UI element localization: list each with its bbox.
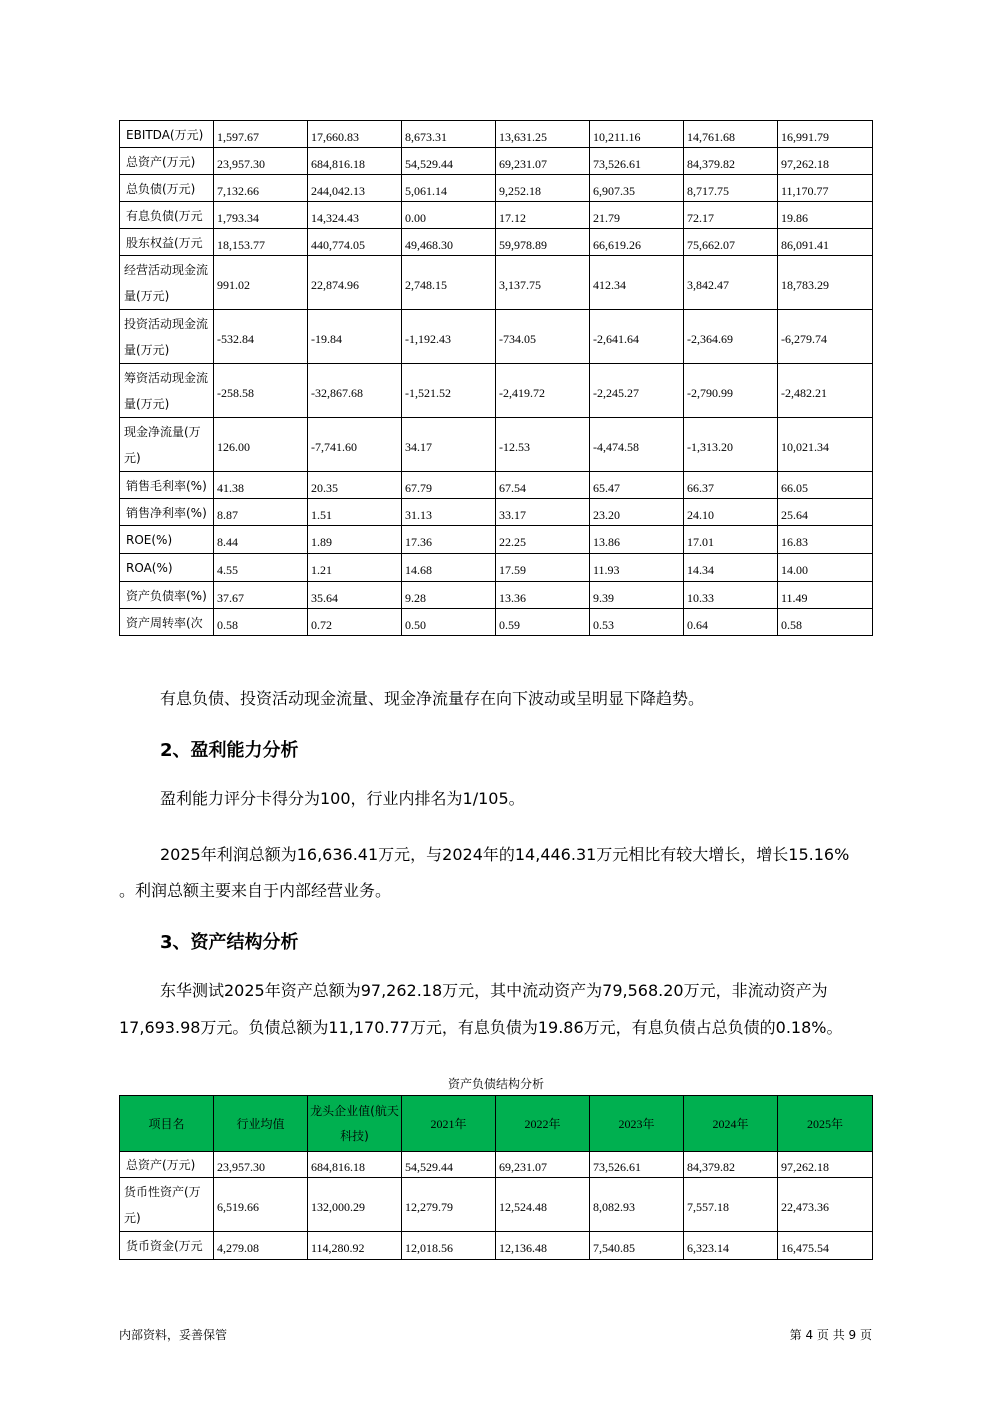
table-cell: 34.17 [402, 418, 496, 472]
table-cell: 4,279.08 [214, 1232, 308, 1260]
table-cell: 11.93 [590, 554, 684, 582]
table-cell: 1.51 [308, 499, 402, 526]
table-cell: -2,482.21 [778, 364, 873, 418]
row-label: ROE(%) [120, 526, 214, 554]
table-cell: 1,597.67 [214, 121, 308, 148]
paragraph-asset-total: 东华测试2025年资产总额为97,262.18万元，其中流动资产为79,568.20万元，非流动资产为 [160, 981, 828, 1000]
table-cell: -4,474.58 [590, 418, 684, 472]
table-cell: -2,364.69 [684, 310, 778, 364]
table-cell: 25.64 [778, 499, 873, 526]
table-cell: 66.37 [684, 472, 778, 499]
table-row [120, 229, 873, 256]
table-cell: 16,475.54 [778, 1232, 873, 1260]
table-cell: -2,790.99 [684, 364, 778, 418]
table-cell: 75,662.07 [684, 229, 778, 256]
table-cell: 84,379.82 [684, 1152, 778, 1178]
table-cell: 684,816.18 [308, 1152, 402, 1178]
table-caption: 资产负债结构分析 [447, 1077, 544, 1091]
table-cell: 12,524.48 [496, 1178, 590, 1232]
table-cell: 8.44 [214, 526, 308, 554]
table-cell: 22,473.36 [778, 1178, 873, 1232]
row-label: 销售净利率(%) [120, 499, 214, 526]
row-label: 货币资金(万元 [120, 1232, 214, 1260]
table-cell: 23,957.30 [214, 148, 308, 175]
table-cell: 12,136.48 [496, 1232, 590, 1260]
table-cell: 21.79 [590, 202, 684, 229]
table-cell: 69,231.07 [496, 148, 590, 175]
section-heading-asset-structure: 3、资产结构分析 [160, 932, 299, 953]
table-cell: 10,021.34 [778, 418, 873, 472]
table-cell: 66,619.26 [590, 229, 684, 256]
table-cell: -532.84 [214, 310, 308, 364]
section-heading-profitability: 2、盈利能力分析 [160, 740, 299, 761]
table-cell: 17.01 [684, 526, 778, 554]
table-row [120, 582, 873, 609]
table-cell: 37.67 [214, 582, 308, 609]
footer-confidential-note: 内部资料，妥善保管 [119, 1328, 228, 1342]
table-cell: 17,660.83 [308, 121, 402, 148]
table-cell: 17.59 [496, 554, 590, 582]
table-cell: -2,419.72 [496, 364, 590, 418]
row-label: 股东权益(万元 [120, 229, 214, 256]
table-row [120, 148, 873, 175]
row-label: 现金净流量(万元) [120, 418, 214, 472]
table-cell: 7,540.85 [590, 1232, 684, 1260]
table-cell: 7,557.18 [684, 1178, 778, 1232]
column-header: 2024年 [684, 1096, 778, 1152]
table-cell: 66.05 [778, 472, 873, 499]
paragraph-trend: 有息负债、投资活动现金流量、现金净流量存在向下波动或呈明显下降趋势。 [160, 689, 705, 708]
table-cell: 244,042.13 [308, 175, 402, 202]
table-cell: 13.36 [496, 582, 590, 609]
table-cell: 65.47 [590, 472, 684, 499]
table-cell: 14.00 [778, 554, 873, 582]
footer-page-number: 第 4 页 共 9 页 [789, 1328, 872, 1342]
table-cell: 97,262.18 [778, 1152, 873, 1178]
table-cell: 0.64 [684, 609, 778, 636]
table-cell: 11.49 [778, 582, 873, 609]
row-label: 有息负债(万元 [120, 202, 214, 229]
table-cell: -7,741.60 [308, 418, 402, 472]
table-cell: 69,231.07 [496, 1152, 590, 1178]
column-header: 龙头企业值(航天科技) [308, 1096, 402, 1152]
row-label: 销售毛利率(%) [120, 472, 214, 499]
table-cell: 5,061.14 [402, 175, 496, 202]
row-label: 总负债(万元) [120, 175, 214, 202]
table-cell: 4.55 [214, 554, 308, 582]
paragraph-profit-score: 盈利能力评分卡得分为100，行业内排名为1/105。 [160, 789, 525, 808]
table-cell: -1,521.52 [402, 364, 496, 418]
table-row [120, 256, 873, 310]
table-row [120, 1178, 873, 1232]
table-cell: -2,245.27 [590, 364, 684, 418]
table-cell: -1,192.43 [402, 310, 496, 364]
row-label: 投资活动现金流量(万元) [120, 310, 214, 364]
table-cell: 18,153.77 [214, 229, 308, 256]
table-cell: 72.17 [684, 202, 778, 229]
table-row [120, 499, 873, 526]
row-label: 资产负债率(%) [120, 582, 214, 609]
table-cell: 97,262.18 [778, 148, 873, 175]
table-cell: 991.02 [214, 256, 308, 310]
table-cell: 8.87 [214, 499, 308, 526]
table-cell: 54,529.44 [402, 1152, 496, 1178]
table-row [120, 554, 873, 582]
table-cell: 0.58 [778, 609, 873, 636]
table-cell: 14,761.68 [684, 121, 778, 148]
table-row [120, 418, 873, 472]
table-row [120, 1152, 873, 1178]
table-cell: 23,957.30 [214, 1152, 308, 1178]
table-cell: 1,793.34 [214, 202, 308, 229]
table-cell: 2,748.15 [402, 256, 496, 310]
table-cell: -32,867.68 [308, 364, 402, 418]
table-cell: 49,468.30 [402, 229, 496, 256]
table-cell: 14.68 [402, 554, 496, 582]
table-cell: 9.28 [402, 582, 496, 609]
table-cell: 6,519.66 [214, 1178, 308, 1232]
table-cell: 17.36 [402, 526, 496, 554]
table-cell: 0.53 [590, 609, 684, 636]
table-row [120, 609, 873, 636]
table-cell: 126.00 [214, 418, 308, 472]
table-cell: 20.35 [308, 472, 402, 499]
column-header: 2021年 [402, 1096, 496, 1152]
table-cell: -734.05 [496, 310, 590, 364]
table-cell: 17.12 [496, 202, 590, 229]
table-cell: 11,170.77 [778, 175, 873, 202]
table-row [120, 526, 873, 554]
paragraph-profit-total: 2025年利润总额为16,636.41万元，与2024年的14,446.31万元相比有较大增长，增长15.16% [160, 845, 850, 864]
financial-indicators-table [119, 120, 873, 636]
table-cell: 13.86 [590, 526, 684, 554]
table-cell: 9,252.18 [496, 175, 590, 202]
table-row [120, 1232, 873, 1260]
table-cell: -258.58 [214, 364, 308, 418]
table-cell: 684,816.18 [308, 148, 402, 175]
table-cell: 7,132.66 [214, 175, 308, 202]
table-cell: 73,526.61 [590, 1152, 684, 1178]
row-label: 总资产(万元) [120, 1152, 214, 1178]
table-cell: 19.86 [778, 202, 873, 229]
table-cell: 16.83 [778, 526, 873, 554]
table-cell: 18,783.29 [778, 256, 873, 310]
table-cell: 23.20 [590, 499, 684, 526]
table-cell: 24.10 [684, 499, 778, 526]
table-cell: 84,379.82 [684, 148, 778, 175]
table-cell: 31.13 [402, 499, 496, 526]
table-cell: 22.25 [496, 526, 590, 554]
table-cell: 12,018.56 [402, 1232, 496, 1260]
table-cell: 41.38 [214, 472, 308, 499]
table-cell: 6,907.35 [590, 175, 684, 202]
table-row [120, 472, 873, 499]
table-row [120, 202, 873, 229]
table-row [120, 175, 873, 202]
column-header: 2023年 [590, 1096, 684, 1152]
asset-liability-structure-table [119, 1095, 873, 1260]
table-cell: -19.84 [308, 310, 402, 364]
table-cell: 8,717.75 [684, 175, 778, 202]
table-cell: 0.72 [308, 609, 402, 636]
table-cell: -6,279.74 [778, 310, 873, 364]
table-cell: 67.54 [496, 472, 590, 499]
row-label: 资产周转率(次 [120, 609, 214, 636]
table-cell: 9.39 [590, 582, 684, 609]
table-cell: 0.50 [402, 609, 496, 636]
table-cell: 440,774.05 [308, 229, 402, 256]
table-cell: 3,137.75 [496, 256, 590, 310]
column-header: 2025年 [778, 1096, 873, 1152]
row-label: 货币性资产(万元) [120, 1178, 214, 1232]
column-header: 项目名 [120, 1096, 214, 1152]
table-cell: 10.33 [684, 582, 778, 609]
table-cell: 8,673.31 [402, 121, 496, 148]
table-cell: 8,082.93 [590, 1178, 684, 1232]
row-label: 筹资活动现金流量(万元) [120, 364, 214, 418]
table-cell: -12.53 [496, 418, 590, 472]
table-cell: 1.21 [308, 554, 402, 582]
table-cell: 73,526.61 [590, 148, 684, 175]
row-label: ROA(%) [120, 554, 214, 582]
table-cell: 3,842.47 [684, 256, 778, 310]
table-cell: 12,279.79 [402, 1178, 496, 1232]
table-cell: 13,631.25 [496, 121, 590, 148]
table-cell: 114,280.92 [308, 1232, 402, 1260]
column-header: 2022年 [496, 1096, 590, 1152]
table-cell: 14.34 [684, 554, 778, 582]
table-cell: 412.34 [590, 256, 684, 310]
row-label: 总资产(万元) [120, 148, 214, 175]
table-row [120, 121, 873, 148]
row-label: EBITDA(万元) [120, 121, 214, 148]
table-cell: 10,211.16 [590, 121, 684, 148]
table-cell: 14,324.43 [308, 202, 402, 229]
table-cell: 33.17 [496, 499, 590, 526]
table-row [120, 364, 873, 418]
table-cell: 0.58 [214, 609, 308, 636]
paragraph-liability-total: 17,693.98万元。负债总额为11,170.77万元，有息负债为19.86万元，有息负债占总负债的0.18%。 [119, 1018, 843, 1037]
table-cell: 132,000.29 [308, 1178, 402, 1232]
table-cell: -2,641.64 [590, 310, 684, 364]
table-cell: 35.64 [308, 582, 402, 609]
paragraph-profit-source: 。利润总额主要来自于内部经营业务。 [119, 881, 392, 900]
table-cell: 0.59 [496, 609, 590, 636]
table-cell: 16,991.79 [778, 121, 873, 148]
column-header: 行业均值 [214, 1096, 308, 1152]
table-cell: 1.89 [308, 526, 402, 554]
table-cell: 54,529.44 [402, 148, 496, 175]
table-row [120, 310, 873, 364]
table-header-row [120, 1096, 873, 1152]
table-cell: 0.00 [402, 202, 496, 229]
table-cell: 59,978.89 [496, 229, 590, 256]
table-cell: 22,874.96 [308, 256, 402, 310]
table-cell: -1,313.20 [684, 418, 778, 472]
table-cell: 86,091.41 [778, 229, 873, 256]
row-label: 经营活动现金流量(万元) [120, 256, 214, 310]
table-cell: 6,323.14 [684, 1232, 778, 1260]
table-cell: 67.79 [402, 472, 496, 499]
